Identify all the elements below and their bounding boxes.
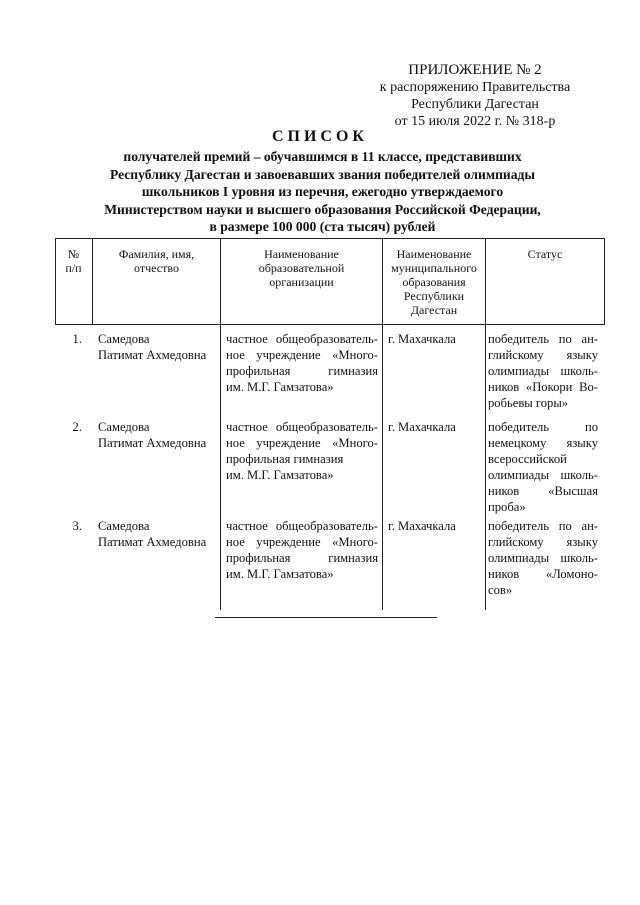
document-subtitle: [60, 148, 585, 236]
table-col-divider: [220, 238, 221, 610]
subtitle-line: в размере 100 000 (ста тысяч) рублей: [209, 219, 436, 234]
row-municipality: г. Махачкала: [388, 332, 456, 346]
title-text: СПИСОК: [271, 128, 369, 145]
row-fullname: Самедова Патимат Ахмедовна: [98, 519, 207, 549]
header-status: Статус: [527, 247, 563, 261]
row-organization: частное общеобразователь- ное учреждение «Много- профильная гимназия им. М.Г. Гамзатова»: [226, 420, 378, 482]
row-number: 2.: [72, 420, 82, 434]
annex-ref-line: к распоряжению Правительства: [379, 80, 571, 95]
annex-republic-line: Республики Дагестан: [411, 97, 539, 112]
row-organization: частное общеобразователь- ное учреждение «Много- профильная гимназия им. М.Г. Гамзатова»: [226, 332, 378, 394]
row-fullname: Самедова Патимат Ахмедовна: [98, 420, 207, 450]
subtitle-line: получателей премий – обучавшимся в 11 классе, представивших: [123, 149, 522, 164]
row-fullname: Самедова Патимат Ахмедовна: [98, 332, 207, 362]
header-org: Наименование образовательной организации: [258, 247, 345, 289]
row-number: 1.: [72, 332, 82, 346]
table-col-divider: [485, 238, 486, 610]
annex-block: [360, 62, 590, 130]
closing-rule: [215, 617, 437, 618]
subtitle-line: Министерством науки и высшего образования Российской Федерации,: [104, 201, 541, 217]
subtitle-line: школьников I уровня из перечня, ежегодно утверждаемого: [141, 184, 504, 199]
table-right-border: [604, 238, 605, 324]
header-municipality: Наименование муниципального образования Республики Дагестан: [391, 247, 477, 317]
document-title: [60, 128, 580, 146]
row-municipality: г. Махачкала: [388, 420, 456, 434]
annex-date-line: от 15 июля 2022 г. № 318-р: [394, 114, 556, 129]
table-top-border: [55, 238, 605, 239]
subtitle-line: Республику Дагестан и завоевавших звания победителей олимпиады: [109, 166, 536, 182]
row-status: победитель по ан- глийскому языку олимпиады школь- ников «Покори Во- робьевы горы»: [488, 332, 598, 410]
recipients-table: [55, 238, 605, 610]
table-header-bottom-border: [55, 324, 605, 325]
annex-number: ПРИЛОЖЕНИЕ № 2: [408, 62, 542, 78]
row-number: 3.: [72, 519, 82, 533]
row-organization: частное общеобразователь- ное учреждение «Много- профильная гимназия им. М.Г. Гамзатова»: [226, 519, 378, 581]
row-municipality: г. Махачкала: [388, 519, 456, 533]
row-status: победитель по ан- глийскому языку олимпиады школь- ников «Ломоно- сов»: [488, 519, 598, 597]
header-num: № п/п: [65, 247, 82, 275]
row-status: победитель по немецкому языку всероссийской олимпиады школь- ников «Высшая проба»: [488, 420, 598, 514]
header-name: Фамилия, имя, отчество: [118, 247, 195, 275]
